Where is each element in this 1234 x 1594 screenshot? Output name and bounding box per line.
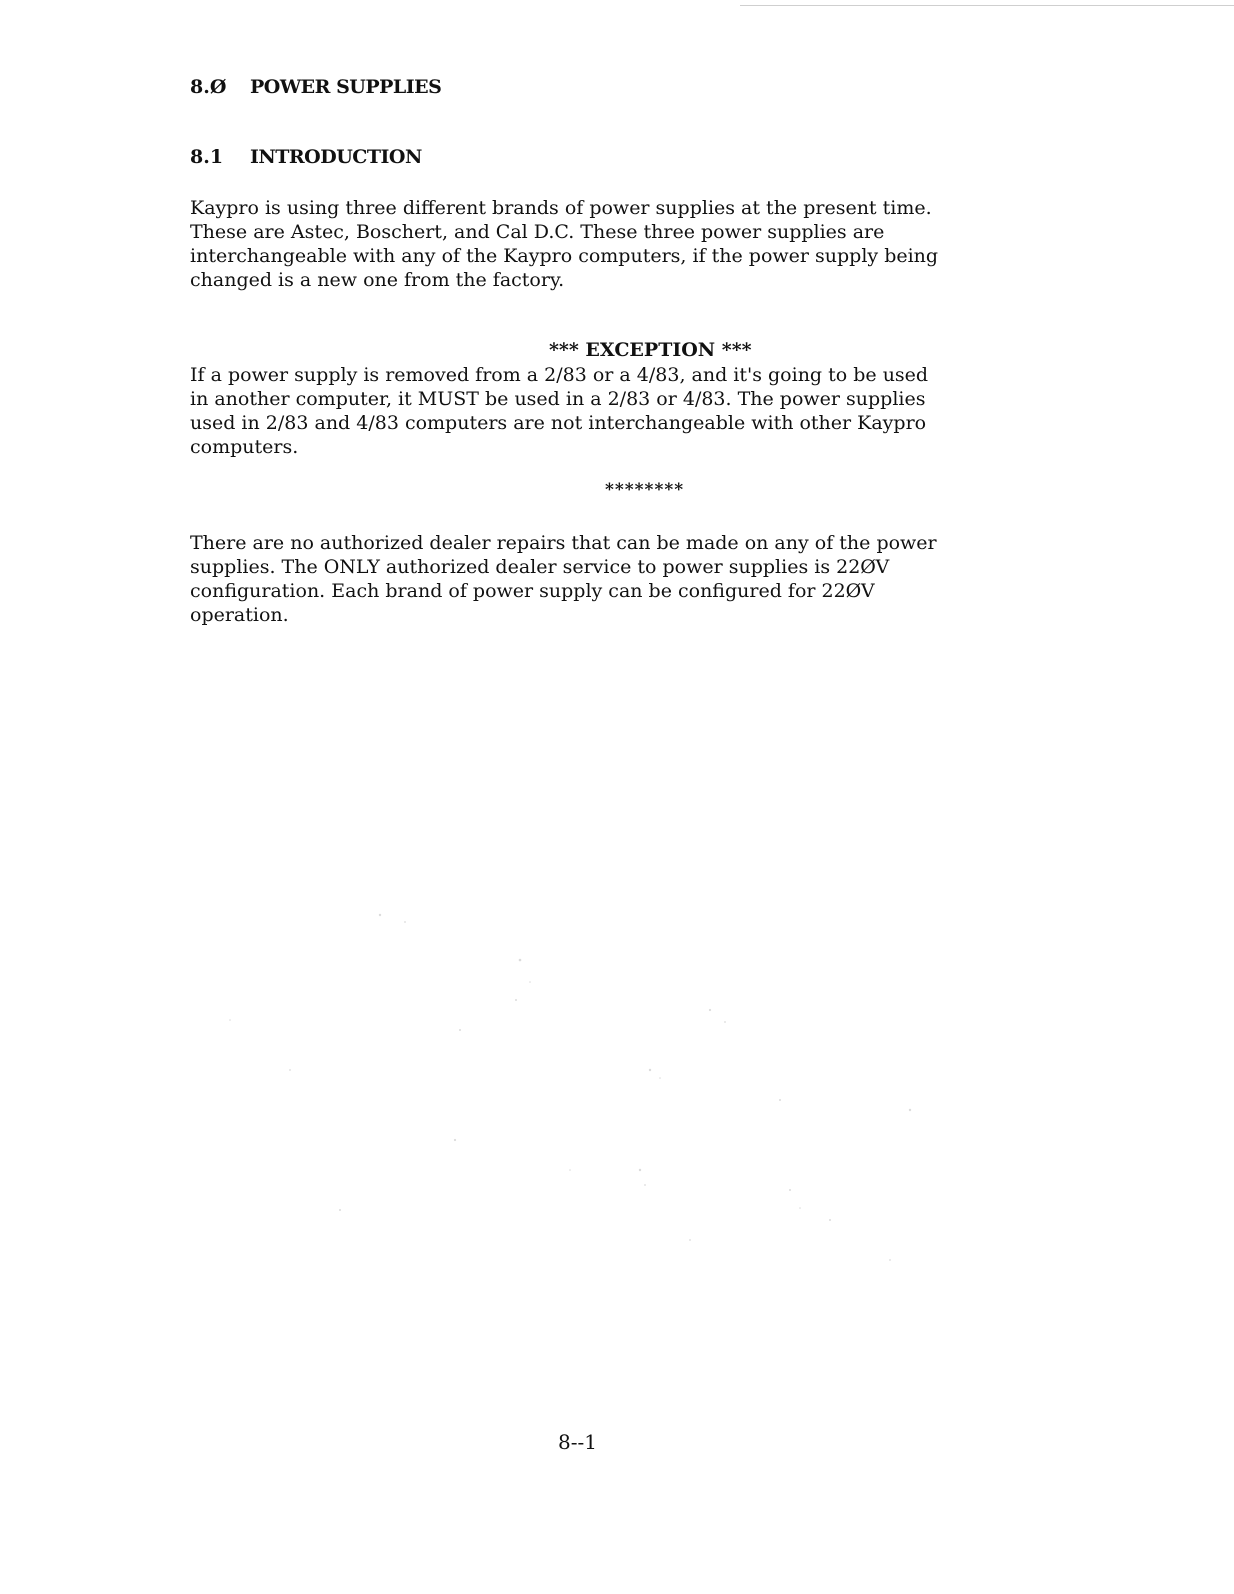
paragraph-line: interchangeable with any of the Kaypro computers, if the power supply being (190, 245, 939, 267)
exception-heading: *** EXCEPTION *** (549, 339, 752, 361)
subsection-number: 8.1 (190, 146, 224, 168)
paragraph-line: used in 2/83 and 4/83 computers are not interchangeable with other Kaypro (190, 412, 927, 434)
paragraph-line: operation. (190, 604, 289, 626)
paragraph-line: configuration. Each brand of power supply can be configured for 22ØV (190, 580, 875, 602)
paragraph-line: Kaypro is using three different brands of power supplies at the present time. (190, 197, 932, 219)
top-edge-rule (740, 5, 1234, 6)
paragraph-line: These are Astec, Boschert, and Cal D.C. These three power supplies are (190, 221, 885, 243)
subsection-title: INTRODUCTION (250, 146, 422, 168)
section-number: 8.Ø (190, 76, 227, 98)
star-separator: ******** (605, 480, 685, 500)
paragraph-line: changed is a new one from the factory. (190, 269, 565, 291)
paragraph-line: computers. (190, 436, 299, 458)
exception-paragraph (190, 363, 1110, 459)
scan-noise-speckles (190, 840, 930, 1300)
intro-paragraph (190, 196, 1110, 292)
paragraph-line: There are no authorized dealer repairs that can be made on any of the power (190, 532, 937, 554)
section-heading (190, 76, 441, 98)
subsection-heading (190, 146, 422, 168)
paragraph-line: supplies. The ONLY authorized dealer service to power supplies is 22ØV (190, 556, 890, 578)
section-title: POWER SUPPLIES (250, 76, 442, 98)
paragraph-line: If a power supply is removed from a 2/83 or a 4/83, and it's going to be used (190, 364, 929, 386)
paragraph-line: in another computer, it MUST be used in a 2/83 or 4/83. The power supplies (190, 388, 926, 410)
page-number: 8--1 (558, 1430, 597, 1454)
repairs-paragraph (190, 531, 1110, 627)
